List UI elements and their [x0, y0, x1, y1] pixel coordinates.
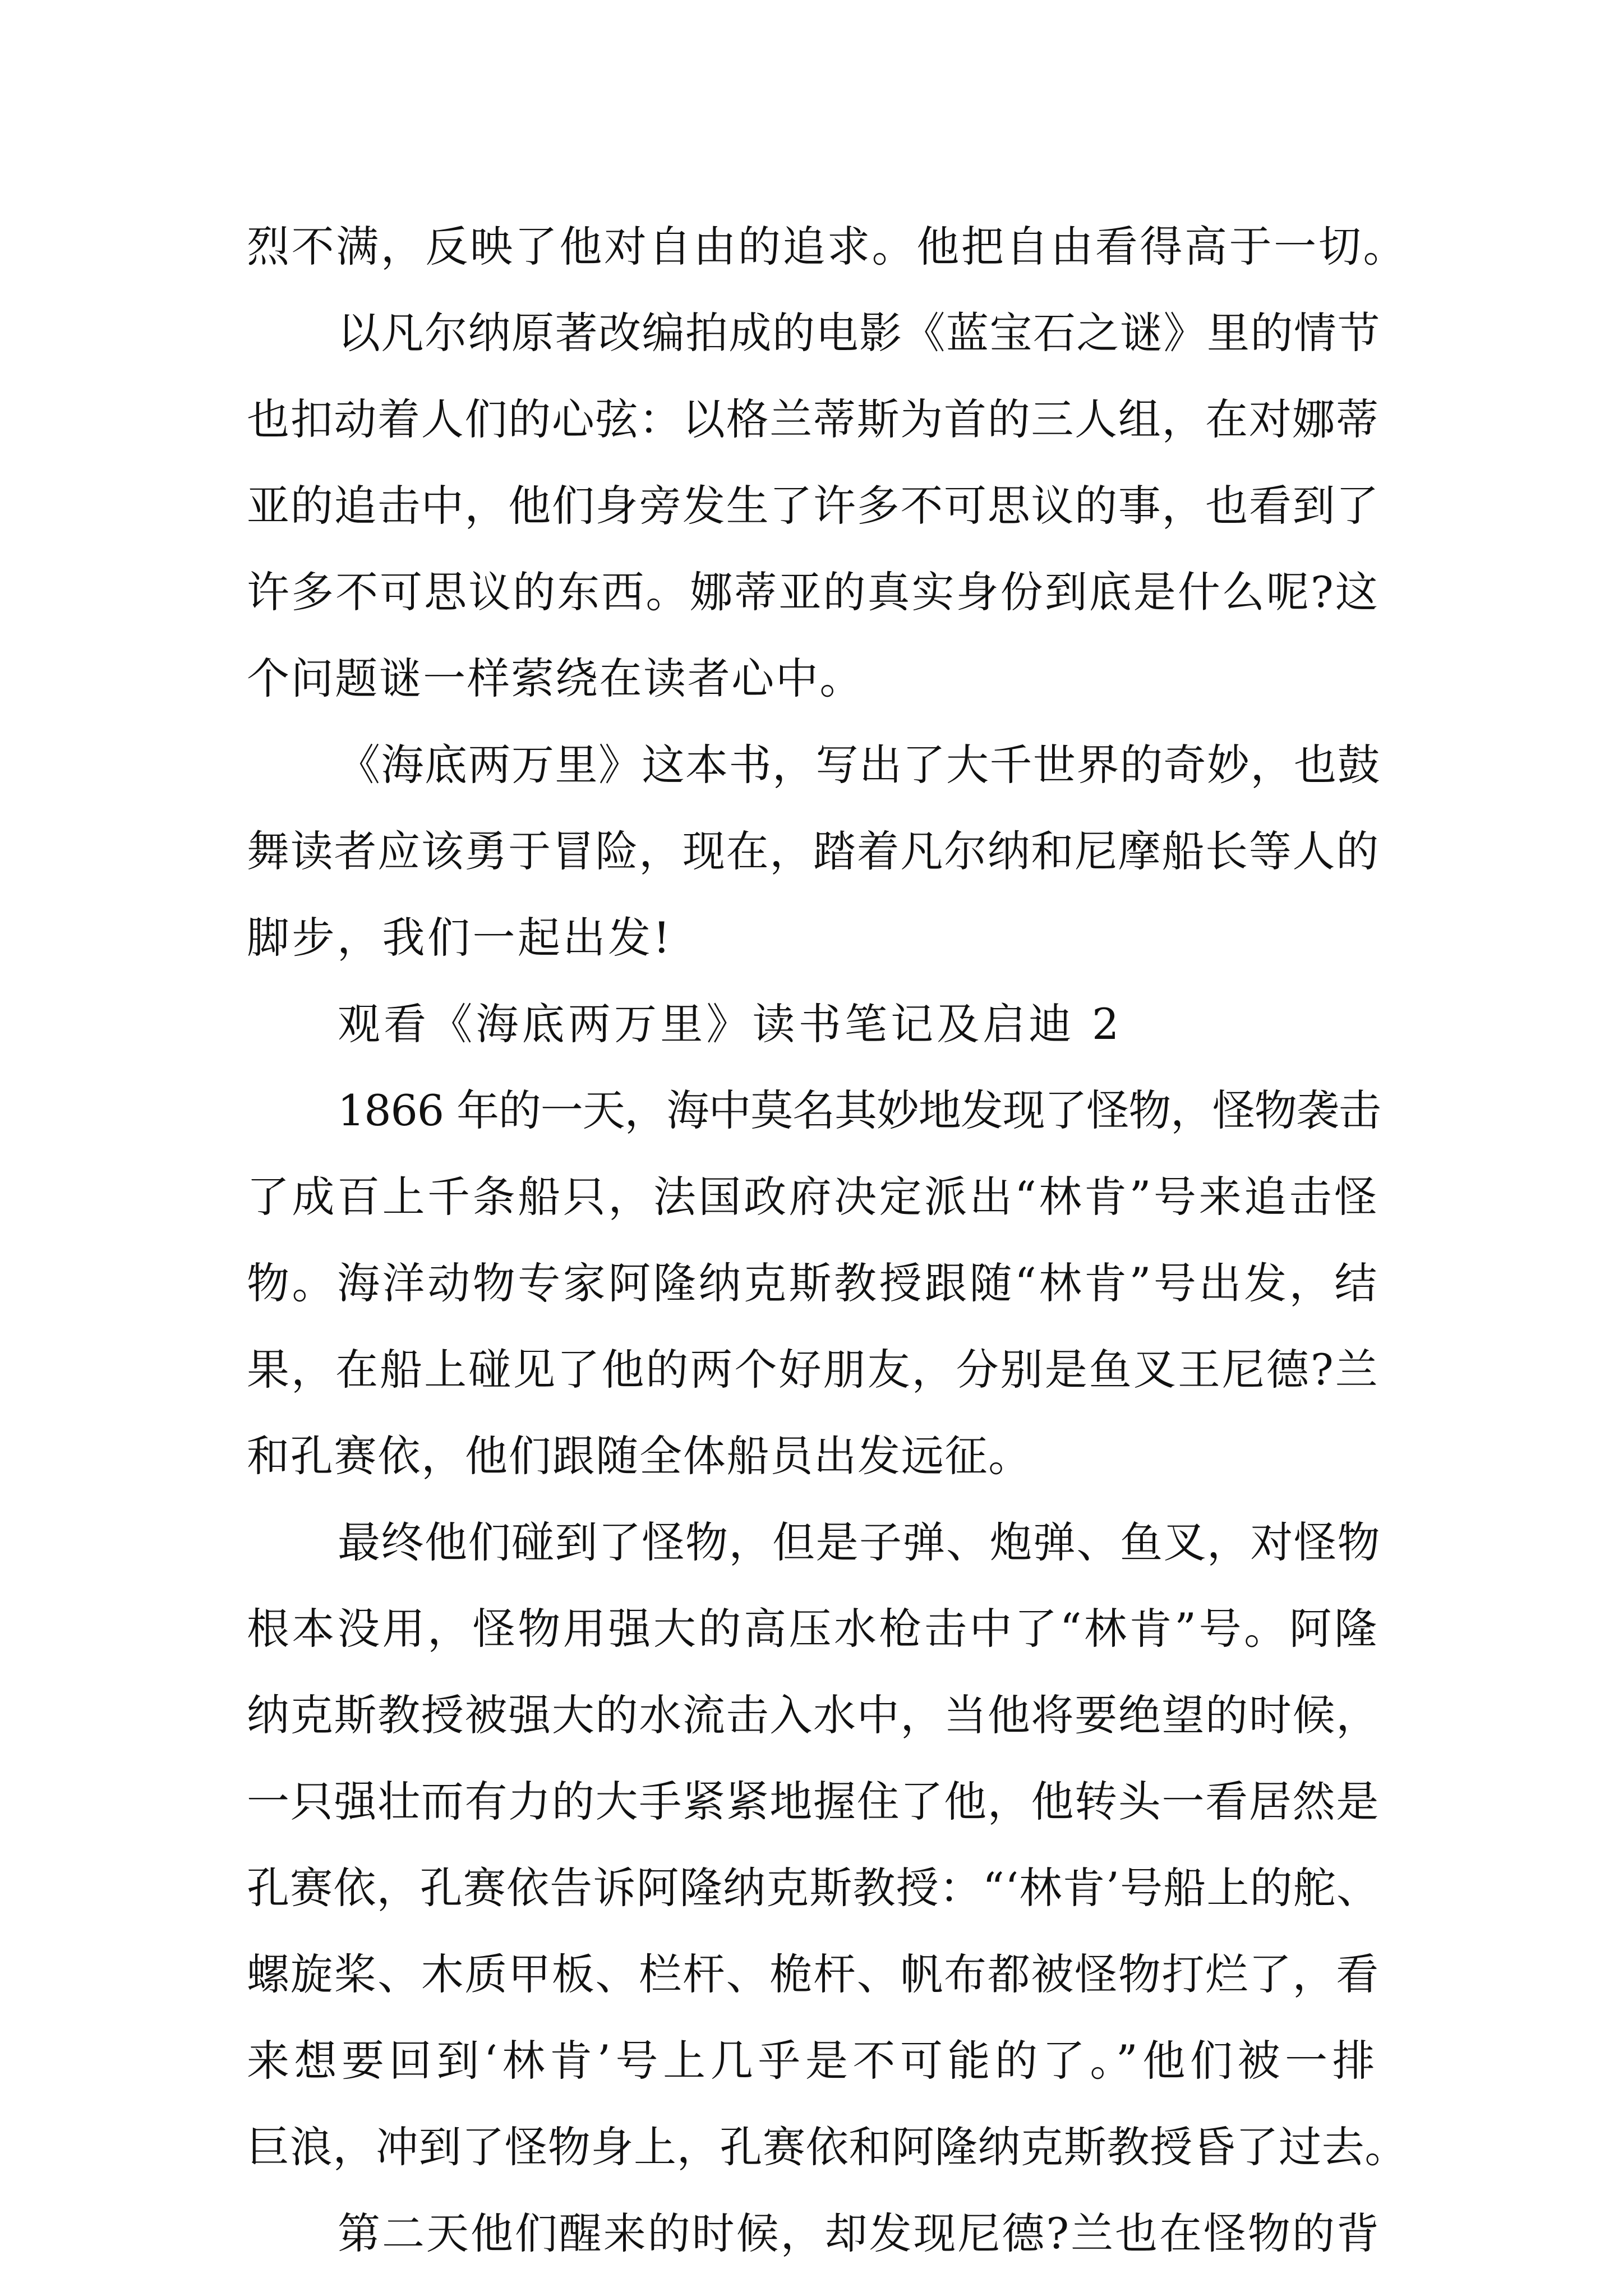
text-line: 果，在船上碰见了他的两个好朋友，分别是鱼叉王尼德?兰 — [247, 1345, 1380, 1395]
text-line: 最终他们碰到了怪物，但是子弹、炮弹、鱼叉，对怪物 — [338, 1517, 1381, 1567]
text-line: 物。海洋动物专家阿隆纳克斯教授跟随“林肯”号出发，结 — [247, 1258, 1380, 1308]
section-heading: 观看《海底两万里》读书笔记及启迪 2 — [338, 999, 1123, 1049]
text-line: 孔赛依，孔赛依告诉阿隆纳克斯教授：“‘林肯’号船上的舵、 — [247, 1863, 1380, 1913]
text-line: 以凡尔纳原著改编拍成的电影《蓝宝石之谜》里的情节 — [338, 308, 1381, 358]
text-line: 一只强壮而有力的大手紧紧地握住了他，他转头一看居然是 — [247, 1777, 1380, 1826]
text-line: 也扣动着人们的心弦：以格兰蒂斯为首的三人组，在对娜蒂 — [247, 394, 1380, 444]
text-line: 螺旋桨、木质甲板、栏杆、桅杆、帆布都被怪物打烂了，看 — [247, 1949, 1380, 1999]
text-line: 《海底两万里》这本书，写出了大千世界的奇妙，也鼓 — [338, 740, 1381, 790]
text-line: 1866 年的一天，海中莫名其妙地发现了怪物，怪物袭击 — [338, 1085, 1381, 1135]
text-line: 第二天他们醒来的时候，却发现尼德?兰也在怪物的背 — [338, 2208, 1381, 2258]
text-line: 个问题谜一样萦绕在读者心中。 — [247, 654, 864, 703]
text-line: 亚的追击中，他们身旁发生了许多不可思议的事，也看到了 — [247, 481, 1380, 531]
text-line: 根本没用，怪物用强大的高压水枪击中了“林肯”号。阿隆 — [247, 1604, 1380, 1654]
text-line: 了成百上千条船只，法国政府决定派出“林肯”号来追击怪 — [247, 1172, 1380, 1222]
text-line: 烈不满，反映了他对自由的追求。他把自由看得高于一切。 — [247, 222, 1408, 272]
text-line: 脚步，我们一起出发! — [247, 913, 673, 963]
text-line: 巨浪，冲到了怪物身上，孔赛依和阿隆纳克斯教授昏了过去。 — [247, 2122, 1408, 2172]
text-line: 许多不可思议的东西。娜蒂亚的真实身份到底是什么呢?这 — [247, 567, 1380, 617]
text-line: 纳克斯教授被强大的水流击入水中，当他将要绝望的时候， — [247, 1690, 1380, 1740]
text-line: 和孔赛依，他们跟随全体船员出发远征。 — [247, 1431, 1032, 1481]
text-line: 来想要回到‘林肯’号上几乎是不可能的了。”他们被一排 — [247, 2036, 1380, 2086]
text-line: 舞读者应该勇于冒险，现在，踏着凡尔纳和尼摩船长等人的 — [247, 826, 1380, 876]
